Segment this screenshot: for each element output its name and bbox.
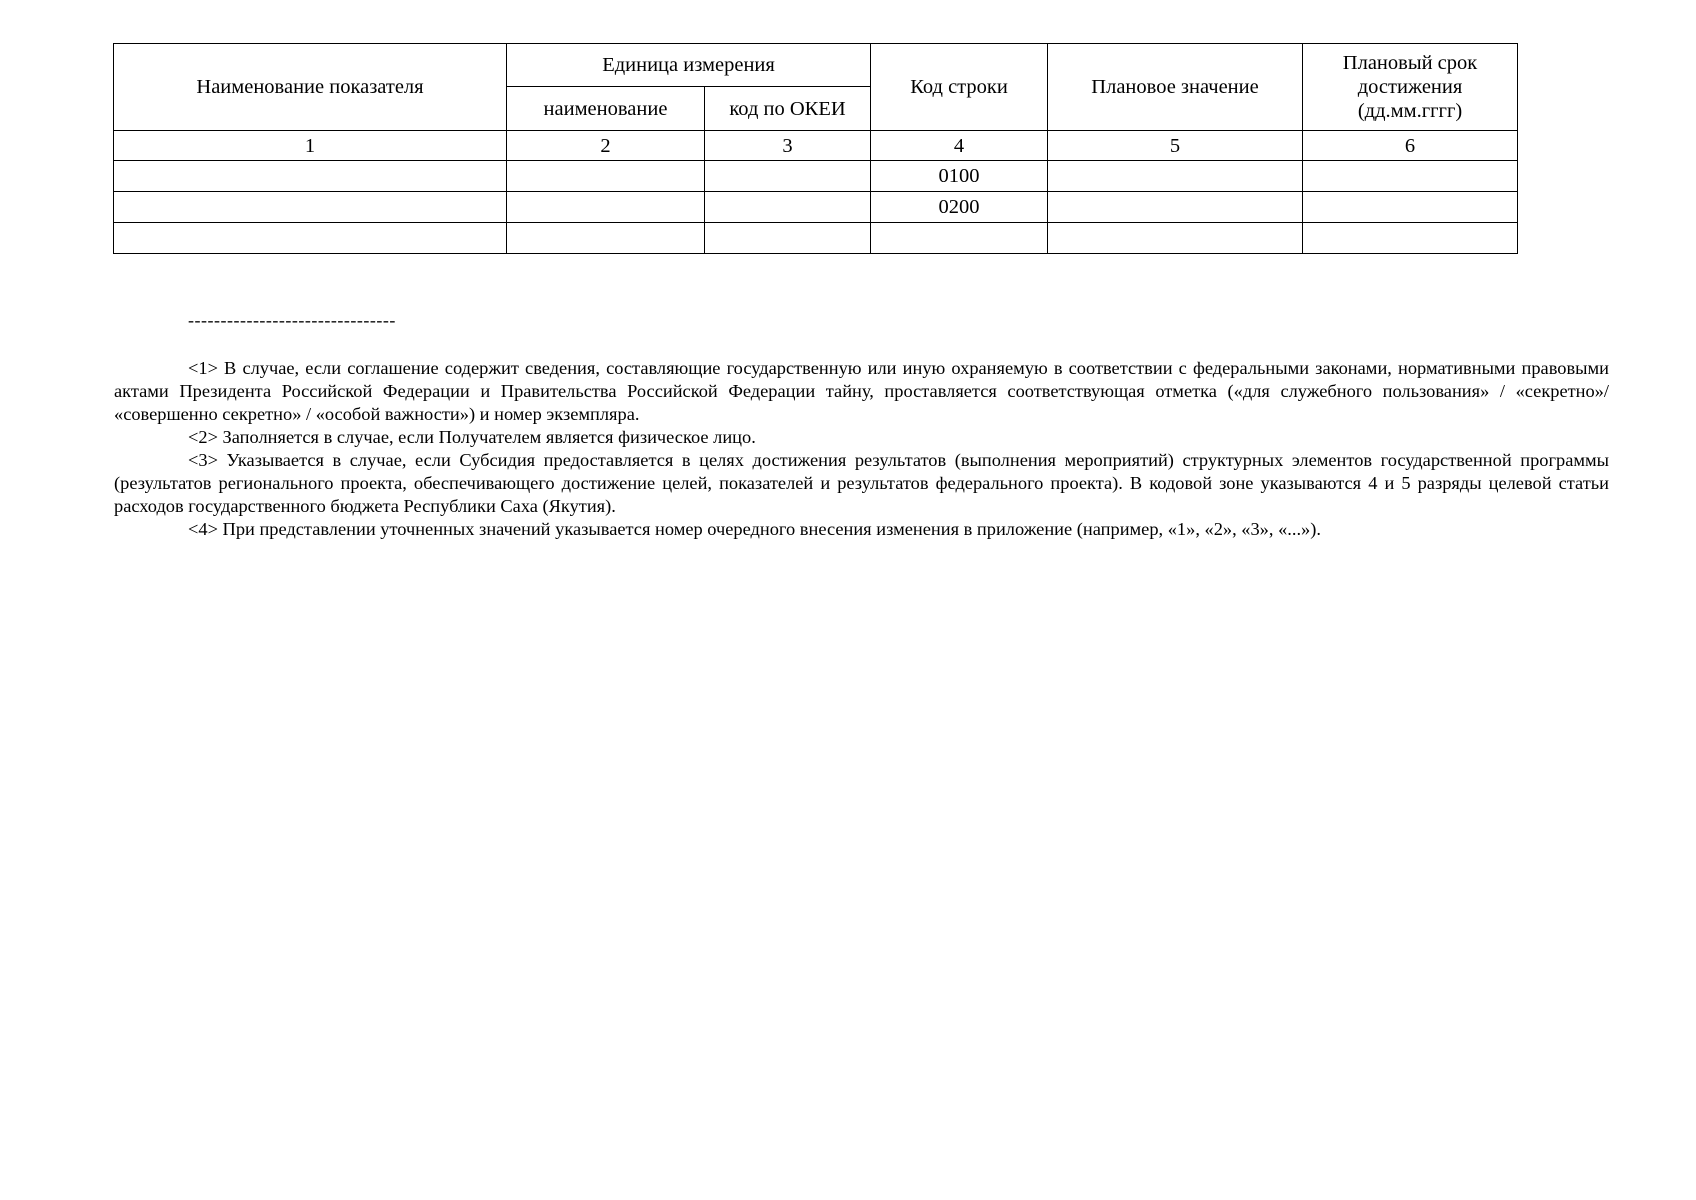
header-planned-value: Плановое значение bbox=[1048, 44, 1303, 131]
unit-name-cell bbox=[507, 161, 705, 192]
header-unit-group: Единица измерения bbox=[507, 44, 871, 87]
deadline-cell bbox=[1303, 161, 1518, 192]
footnotes bbox=[114, 357, 1609, 541]
planned-value-cell bbox=[1048, 161, 1303, 192]
planned-value-cell bbox=[1048, 223, 1303, 254]
footnote-2: <2> Заполняется в случае, если Получателем является физическое лицо. bbox=[188, 427, 756, 447]
row-code-cell: 0200 bbox=[871, 192, 1048, 223]
okei-cell bbox=[705, 161, 871, 192]
column-number: 2 bbox=[507, 131, 705, 161]
indicator-cell bbox=[114, 223, 507, 254]
table-row bbox=[114, 192, 1518, 223]
header-row-code: Код строки bbox=[871, 44, 1048, 131]
column-number: 1 bbox=[114, 131, 507, 161]
column-number: 3 bbox=[705, 131, 871, 161]
column-numbers-row bbox=[114, 131, 1518, 161]
row-code-cell: 0100 bbox=[871, 161, 1048, 192]
header-indicator-name: Наименование показателя bbox=[114, 44, 507, 131]
unit-name-cell bbox=[507, 223, 705, 254]
header-unit-name: наименование bbox=[507, 87, 705, 131]
unit-name-cell bbox=[507, 192, 705, 223]
planned-value-cell bbox=[1048, 192, 1303, 223]
footnote-separator: -------------------------------- bbox=[188, 310, 396, 330]
footnote-4: <4> При представлении уточненных значений указывается номер очередного внесения изменения в приложение (например, «1», «2», «3», «...»). bbox=[188, 519, 1321, 539]
okei-cell bbox=[705, 223, 871, 254]
table-row bbox=[114, 161, 1518, 192]
table-row bbox=[114, 223, 1518, 254]
header-planned-deadline: Плановый срок достижения (дд.мм.гггг) bbox=[1303, 44, 1518, 131]
indicators-table bbox=[113, 43, 1518, 254]
indicator-cell bbox=[114, 161, 507, 192]
okei-cell bbox=[705, 192, 871, 223]
deadline-cell bbox=[1303, 223, 1518, 254]
row-code-cell bbox=[871, 223, 1048, 254]
indicator-cell bbox=[114, 192, 507, 223]
deadline-cell bbox=[1303, 192, 1518, 223]
header-unit-okei: код по ОКЕИ bbox=[705, 87, 871, 131]
column-number: 5 bbox=[1048, 131, 1303, 161]
column-number: 6 bbox=[1303, 131, 1518, 161]
column-number: 4 bbox=[871, 131, 1048, 161]
footnote-1: <1> В случае, если соглашение содержит сведения, составляющие государственную или иную охраняемую в соответствии с федеральными законами, нормативными правовыми актами Президента Российской Федерации и Правительства Российской Федерации тайну, проставляется соответствующая отметка («для служебного пользования» / «секретно»/ «совершенно секретно» / «особой важности») и номер экземпляра. bbox=[114, 358, 1609, 424]
footnote-3: <3> Указывается в случае, если Субсидия предоставляется в целях достижения результатов (выполнения мероприятий) структурных элементов государственной программы (результатов регионального проекта, обеспечивающего достижение целей, показателей и результатов федерального проекта). В кодовой зоне указываются 4 и 5 разряды целевой статьи расходов государственного бюджета Республики Саха (Якутия). bbox=[114, 450, 1609, 516]
